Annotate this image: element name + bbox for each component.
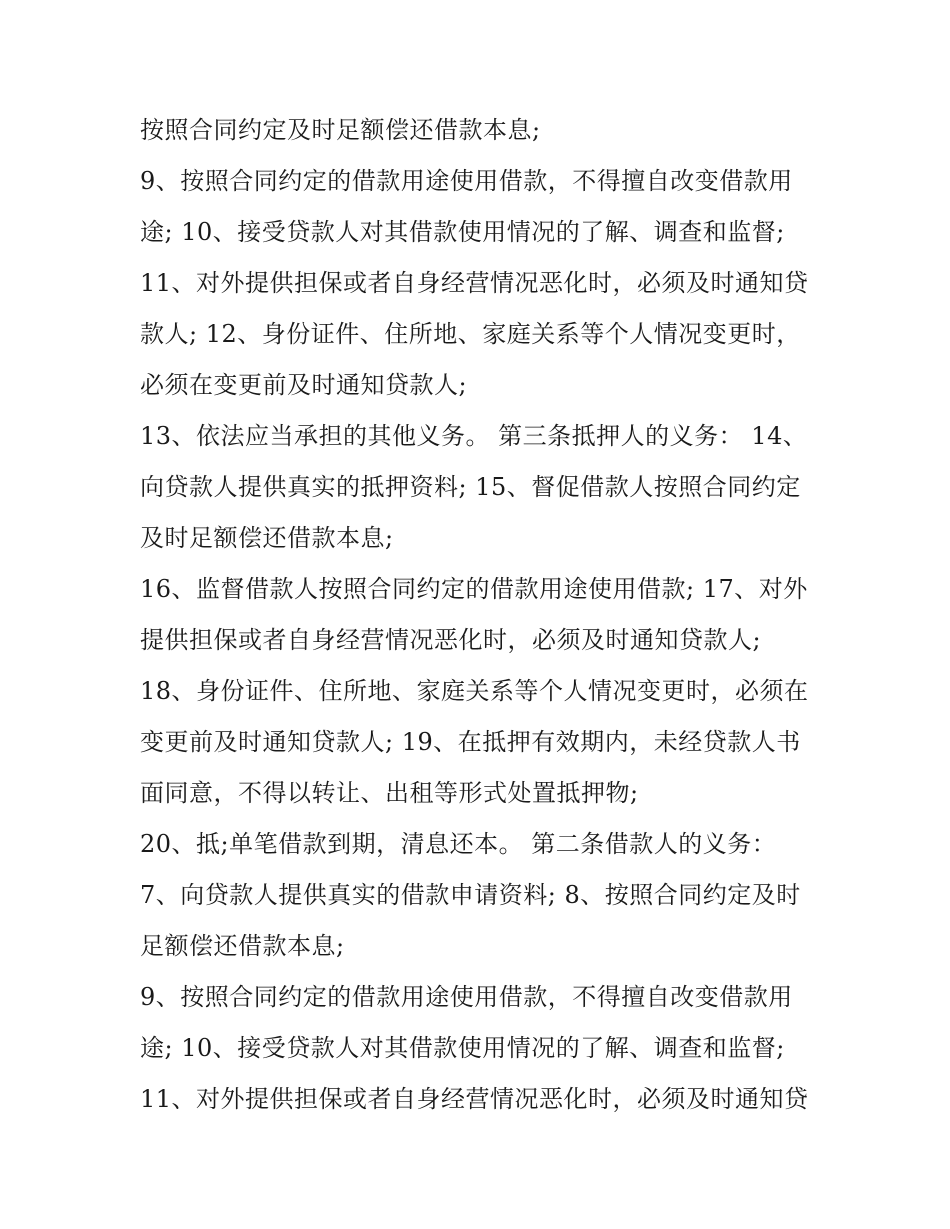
text-line: 必须在变更前及时通知贷款人;: [140, 371, 468, 399]
text-line: 11、对外提供担保或者自身经营情况恶化时，必须及时通知贷: [140, 269, 809, 297]
text-line: 向贷款人提供真实的抵押资料; 15、督促借款人按照合同约定: [140, 473, 801, 501]
text-line: 面同意，不得以转让、出租等形式处置抵押物;: [140, 779, 639, 807]
text-line: 16、监督借款人按照合同约定的借款用途使用借款; 17、对外: [140, 575, 808, 603]
text-line: 途; 10、接受贷款人对其借款使用情况的了解、调查和监督;: [140, 218, 785, 246]
text-line: 18、身份证件、住所地、家庭关系等个人情况变更时，必须在: [140, 677, 809, 705]
text-line: 11、对外提供担保或者自身经营情况恶化时，必须及时通知贷: [140, 1085, 809, 1113]
body-text: [140, 105, 820, 1125]
text-line: 9、按照合同约定的借款用途使用借款，不得擅自改变借款用: [140, 983, 793, 1011]
text-line: 13、依法应当承担的其他义务。 第三条抵押人的义务： 14、: [140, 422, 808, 450]
text-line: 变更前及时通知贷款人; 19、在抵押有效期内，未经贷款人书: [140, 728, 801, 756]
text-line: 按照合同约定及时足额偿还借款本息;: [140, 116, 541, 144]
text-line: 20、抵;单笔借款到期，清息还本。 第二条借款人的义务：: [140, 830, 777, 858]
text-line: 7、向贷款人提供真实的借款申请资料; 8、按照合同约定及时: [140, 881, 801, 909]
text-line: 途; 10、接受贷款人对其借款使用情况的了解、调查和监督;: [140, 1034, 785, 1062]
text-line: 9、按照合同约定的借款用途使用借款，不得擅自改变借款用: [140, 167, 793, 195]
text-line: 足额偿还借款本息;: [140, 932, 345, 960]
text-line: 提供担保或者自身经营情况恶化时，必须及时通知贷款人;: [140, 626, 762, 654]
text-line: 款人; 12、身份证件、住所地、家庭关系等个人情况变更时，: [140, 320, 801, 348]
text-line: 及时足额偿还借款本息;: [140, 524, 394, 552]
